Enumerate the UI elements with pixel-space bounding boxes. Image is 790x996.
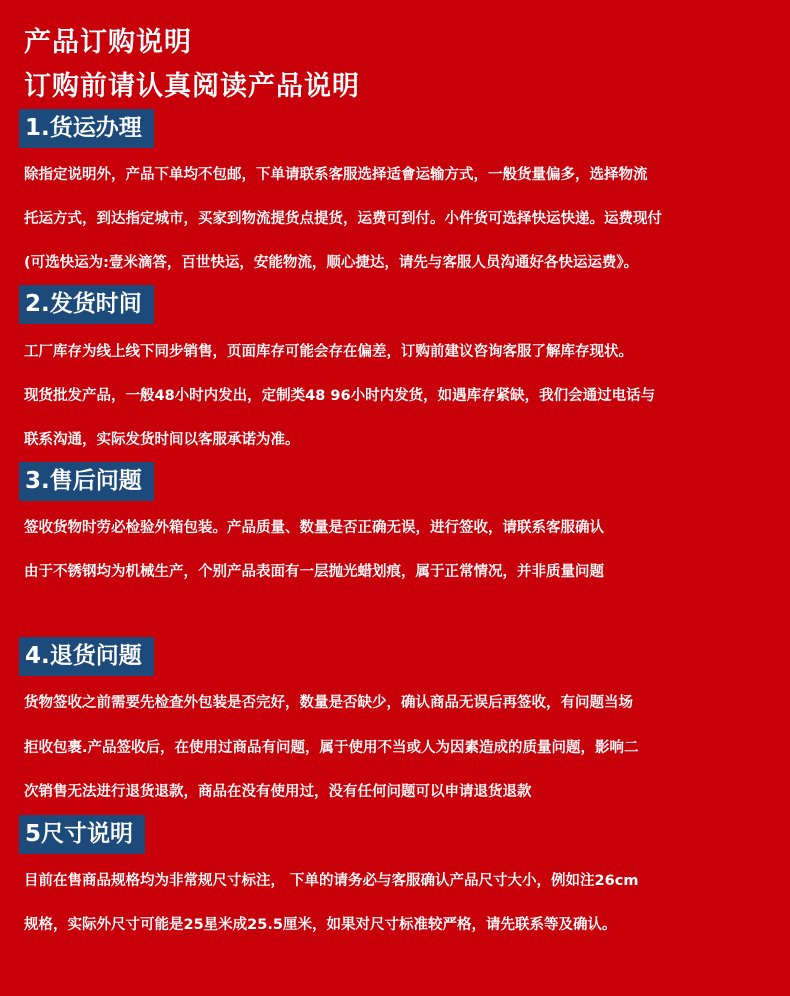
section-text-line: 现货批发产品，一般48小时内发出，定制类48 96小时内发货，如遇库存紧缺，我们会通过电话与 <box>24 388 656 404</box>
section-text-line: 托运方式，到达指定城市，买家到物流提货点提货，运费可到付。小件货可选择快运快递。运费现付 <box>24 211 662 227</box>
section-text-line: 规格，实际外尺寸可能是25星米成25.5厘米，如果对尺寸标准较严格，请先联系等及确认。 <box>24 917 617 933</box>
section-text-line: 货物签收之前需要先检查外包装是否完好，数量是否缺少，确认商品无误后再签收，有问题当场 <box>24 695 633 711</box>
page-subtitle: 订购前请认真阅读产品说明 <box>24 71 360 102</box>
section-text-line: 联系沟通，实际发货时间以客服承诺为准。 <box>24 432 300 448</box>
section-text-line: (可选快运为:壹米滴答，百世快运，安能物流，顺心捷达，请先与客服人员沟通好各快运运费》。 <box>24 255 639 271</box>
section-text-line: 除指定说明外，产品下单均不包邮，下单请联系客服选择适會运输方式，一般货量偏多，选择物流 <box>24 167 648 183</box>
section-heading-after-sales: 3.售后问题 <box>19 462 154 501</box>
section-heading-delivery-time: 2.发货时间 <box>19 285 154 324</box>
section-heading-shipping: 1.货运办理 <box>19 109 154 148</box>
section-heading-size: 5尺寸说明 <box>19 815 145 854</box>
section-heading-returns: 4.退货问题 <box>19 637 154 676</box>
section-text-line: 目前在售商品规格均为非常规尺寸标注， 下单的请务必与客服确认产品尺寸大小，例如注26cm <box>24 873 639 889</box>
section-text-line: 由于不锈钢均为机械生产，个别产品表面有一层抛光蜡划痕，属于正常情况，并非质量问题 <box>24 564 604 580</box>
section-text-line: 次销售无法进行退货退款，商品在没有使用过，没有任何问题可以申请退货退款 <box>24 784 532 800</box>
section-text-line: 工厂库存为线上线下同步销售，页面库存可能会存在偏差，订购前建议咨询客服了解库存现状。 <box>24 344 633 360</box>
section-text-line: 拒收包裹.产品签收后，在使用过商品有问题，属于使用不当或人为因素造成的质量问题，影响二 <box>24 740 639 756</box>
page-title: 产品订购说明 <box>24 27 192 58</box>
section-text-line: 签收货物时劳必检验外箱包装。产品质量、数量是否正确无误，进行签收，请联系客服确认 <box>24 520 604 536</box>
